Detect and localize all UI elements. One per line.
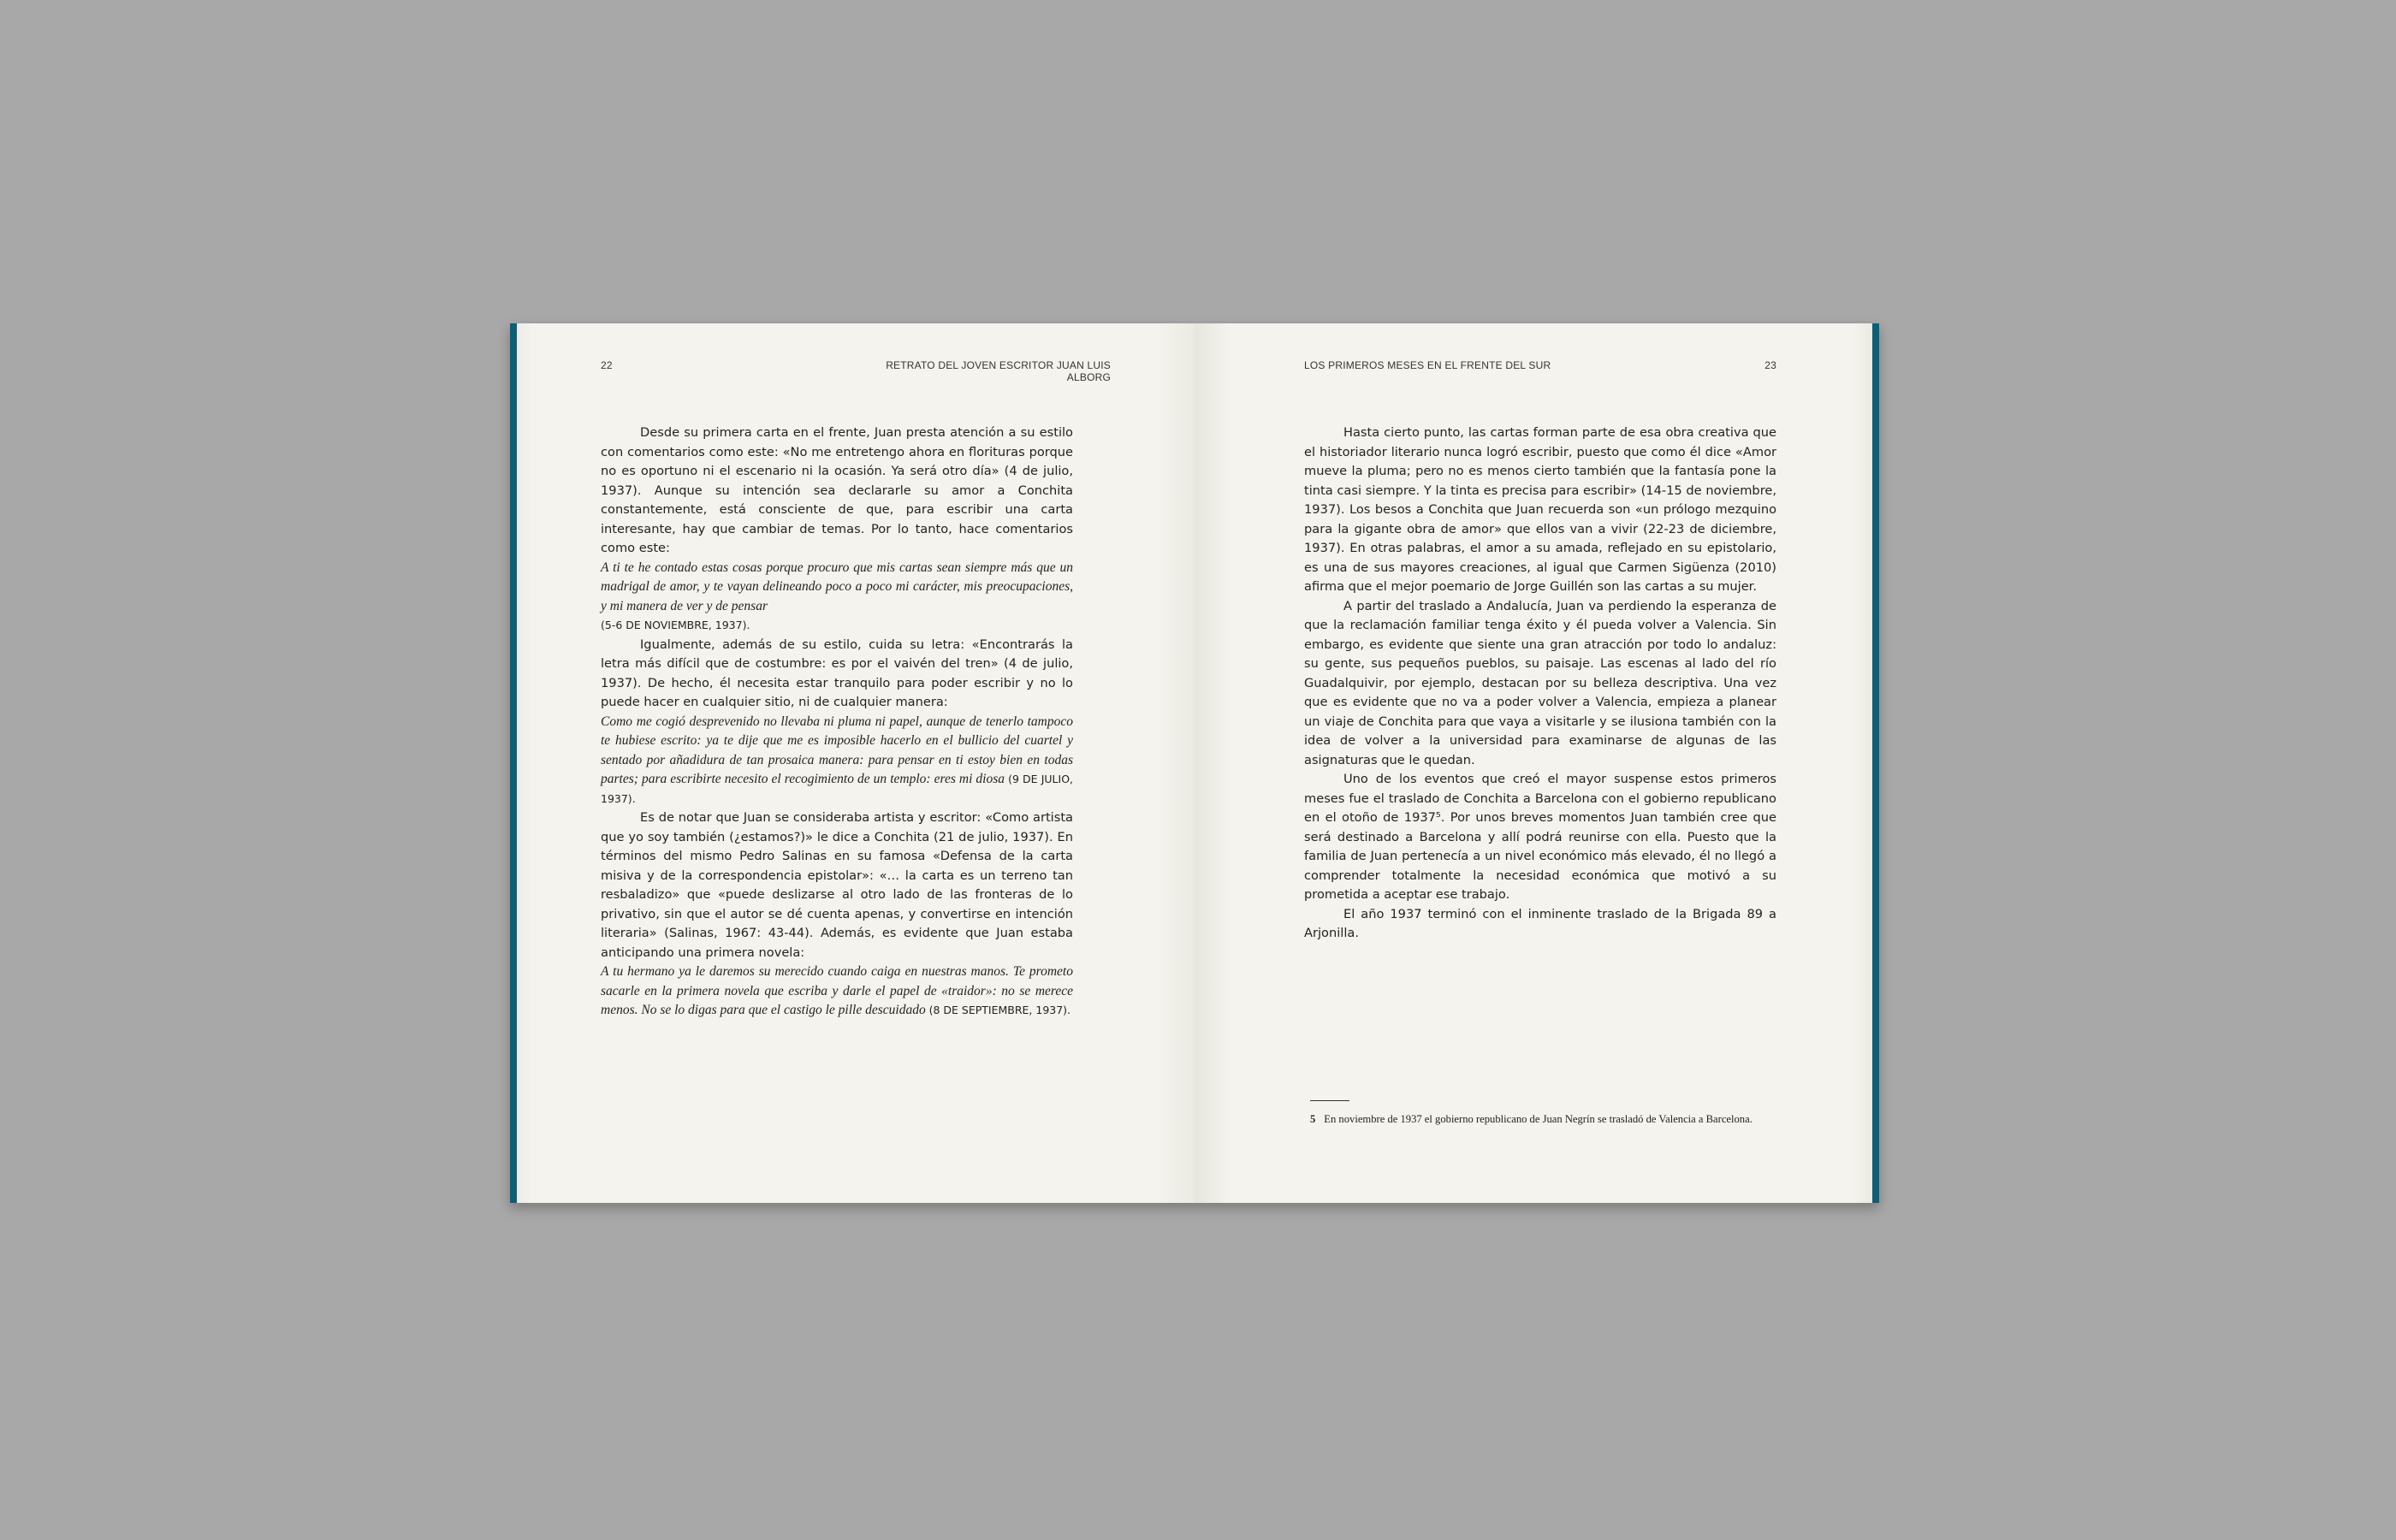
paragraph: Uno de los eventos que creó el mayor suspense estos primeros meses fue el traslado de Conchita a Barcelona con el gobierno republicano en el otoño de 1937⁵. Por unos breves momentos Juan también cree que será destinado a Barcelona y allí podrá reunirse con ella. Puesto que la familia de Juan pertenecía a un nivel económico más elevado, él no llegó a comprender totalmente la necesidad económica que motivó a su prometida a aceptar ese trabajo.	[1304, 772, 1776, 902]
running-head: RETRATO DEL JOVEN ESCRITOR JUAN LUIS ALBORG	[886, 359, 1111, 383]
paragraph: Desde su primera carta en el frente, Juan presta atención a su estilo con comentarios como este: «No me entretengo ahora en florituras porque no es oportuno ni el escenario ni la ocasión. Ya será otro día» (4 de julio, 1937). Aunque su intención sea declararle su amor a Conchita constantemente, está consciente de que, para escribir una carta interesante, hay que cambiar de temas. Por lo tanto, hace comentarios como este:	[601, 425, 1073, 555]
left-body-text	[601, 424, 1073, 1021]
block-quote	[601, 559, 1073, 636]
paragraph: Igualmente, además de su estilo, cuida su letra: «Encontrarás la letra más difícil que de costumbre: es por el vaivén del tren» (4 de julio, 1937). De hecho, él necesita estar tranquilo para poder escribir y no lo puede hacer en cualquier sitio, ni de cualquier manera:	[601, 637, 1073, 709]
paragraph: A partir del traslado a Andalucía, Juan va perdiendo la esperanza de que la reclamación familiar tenga éxito y él pueda volver a Valencia. Sin embargo, es evidente que siente una gran atracción por todo lo andaluz: su gente, sus pequeños pueblos, su paisaje. Las escenas al lado del río Guadalquivir, por ejemplo, destacan por su belleza descriptiva. Una vez que es evidente que no va a poder volver a Valencia, empieza a planear un viaje de Conchita para que vaya a visitarle y se ilusiona también con la idea de volver a la universidad para examinarse de algunas de las asignaturas que le quedan.	[1304, 598, 1776, 767]
paragraph: El año 1937 terminó con el inminente traslado de la Brigada 89 a Arjonilla.	[1304, 906, 1776, 940]
quote-citation: (9 DE JULIO, 1937).	[601, 773, 1074, 805]
cover-edge-right	[1872, 323, 1879, 1203]
quote-citation: (8 DE SEPTIEMBRE, 1937).	[928, 1004, 1071, 1016]
running-head: LOS PRIMEROS MESES EN EL FRENTE DEL SUR	[1304, 359, 1551, 371]
right-body-text	[1304, 424, 1776, 944]
quote-text: A tu hermano ya le daremos su merecido cuando caiga en nuestras manos. Te prometo sacarle en la primera novela que escriba y darle el papel de «traidor»: no se merece menos. No se lo digas para que el castigo le pille descuidado	[601, 964, 1073, 1017]
footnote	[1310, 1113, 1753, 1126]
quote-text: Como me cogió desprevenido no llevaba ni pluma ni papel, aunque de tenerlo tampoco te hubiese escrito: ya te dije que me es imposible hacerlo en el bullicio del cuartel y sentado por añadidura de tan prosaica manera: para pensar en ti estoy bien en todas partes; para escribirte necesito el recogimiento de un templo: eres mi diosa	[601, 714, 1073, 786]
paragraph: Es de notar que Juan se consideraba artista y escritor: «Como artista que yo soy también (¿estamos?)» le dice a Conchita (21 de julio, 1937). En términos del mismo Pedro Salinas en su famosa «Defensa de la carta misiva y de la correspondencia epistolar»: «… la carta es un terreno tan resbaladizo» que «puede deslizarse al otro lado de las fronteras de lo privativo, sin que el autor se dé cuenta apenas, y convertirse en intención literaria» (Salinas, 1967: 43-44). Además, es evidente que Juan estaba anticipando una primera novela:	[601, 810, 1073, 960]
block-quote	[601, 713, 1073, 809]
page-number: 23	[1764, 359, 1776, 371]
right-page	[1195, 323, 1872, 1203]
quote-text: A ti te he contado estas cosas porque procuro que mis cartas sean siempre más que un madrigal de amor, y te vayan delineando poco a poco mi carácter, mis preocupaciones, y mi manera de ver y de pensar	[601, 560, 1073, 613]
footnote-text: En noviembre de 1937 el gobierno republicano de Juan Negrín se trasladó de Valencia a Barcelona.	[1324, 1113, 1753, 1125]
block-quote	[601, 962, 1073, 1021]
quote-citation: (5-6 DE NOVIEMBRE, 1937).	[601, 619, 750, 631]
open-book	[510, 323, 1879, 1203]
footnote-number: 5	[1310, 1113, 1316, 1125]
cover-edge-left	[510, 323, 517, 1203]
page-number: 22	[601, 359, 613, 371]
footnote-rule	[1310, 1100, 1349, 1101]
left-page	[517, 323, 1195, 1203]
paragraph: Hasta cierto punto, las cartas forman parte de esa obra creativa que el historiador literario nunca logró escribir, puesto que como él dice «Amor mueve la pluma; pero no es menos cierto también que la fantasía pone la tinta casi siempre. Y la tinta es precisa para escribir» (14-15 de noviembre, 1937). Los besos a Conchita que Juan recuerda son «un prólogo mezquino para la gigante obra de amor» que ellos van a vivir (22-23 de diciembre, 1937). En otras palabras, el amor a su amada, reflejado en su epistolario, es una de sus mayores creaciones, al igual que Carmen Sigüenza (2010) afirma que el mejor poemario de Jorge Guillén son las cartas a su mujer.	[1304, 425, 1776, 594]
